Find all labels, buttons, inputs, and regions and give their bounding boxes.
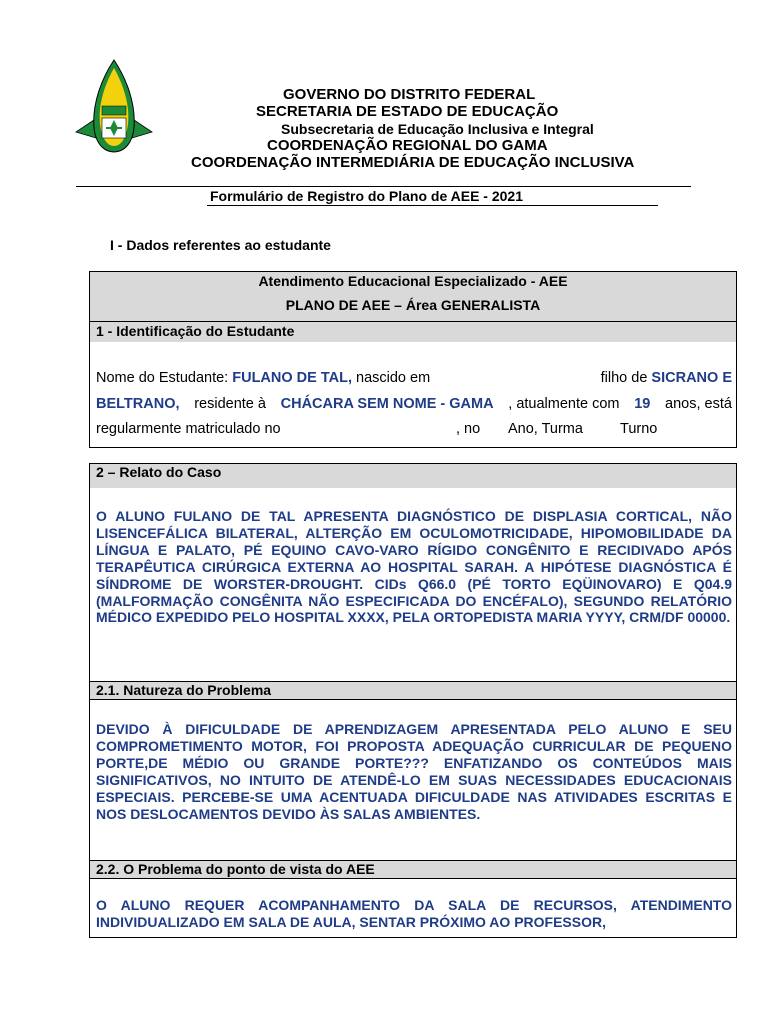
header-secretariat: SECRETARIA DE ESTADO DE EDUCAÇÃO — [256, 103, 559, 120]
section-2-2-label: 2.2. O Problema do ponto de vista do AEE — [90, 860, 736, 879]
header-rule-top — [76, 186, 691, 187]
student-name: FULANO DE TAL, — [232, 370, 352, 386]
form-title: Formulário de Registro do Plano de AEE - 2021 — [210, 188, 523, 204]
label-enrolled: regularmente matriculado no — [96, 421, 281, 437]
section-1-label: 1 - Identificação do Estudante — [90, 321, 736, 342]
student-age: 19 — [634, 395, 651, 412]
table-title-block — [90, 272, 736, 321]
table-title-plan: PLANO DE AEE – Área GENERALISTA — [285, 297, 541, 313]
case-report-text: O ALUNO FULANO DE TAL APRESENTA DIAGNÓSTICO DE DISPLASIA CORTICAL, NÃO LISENCEFÁLICA BILATERAL, ALTERÇÃO EM OCULOMOTRICIDADE, HIPOMOBILIDADE DA LÍNGUA E PALATO, PÉ EQUINO CAVO-VARO RÍGIDO CONGÊNITO E RECIDIVADO APÓS TERAPÊUTICA CIRÚRGICA EXTERNA AO HOSPITAL SARAH. A HIPÓTESE DIAGNÓSTICA É SÍNDROME DE WORSTER-DROUGHT. CIDs Q66.0 (PÉ TORTO EQÜINOVARO) E Q04.9 (MALFORMAÇÃO CONGÊNITA NÃO ESPECIFICADA DO ENCÉFALO), SEGUNDO RELATÓRIO MÉDICO EXPEDIDO PELO HOSPITAL XXXX, PELA ORTOPEDISTA MARIA YYYY, CRM/DF 00000. — [96, 508, 732, 626]
section-2-label: 2 – Relato do Caso — [90, 464, 736, 488]
header-subsecretariat: Subsecretaria de Educação Inclusiva e Integral — [281, 121, 594, 137]
problem-nature-text: DEVIDO À DIFICULDADE DE APRENDIZAGEM APRESENTADA PELO ALUNO E SEU COMPROMETIMENTO MOTOR, FOI PROPOSTA ADEQUAÇÃO CURRICULAR DE PEQUENO PORTE,DE MÉDIO OU GRANDE PORTE??? ENFATIZANDO OS CONTEÚDOS MAIS SIGNIFICATIVOS, NO INTUITO DE ATENDÊ-LO EM SUAS NECESSIDADES EDUCACIONAIS ESPECIAIS. PERCEBE-SE UMA ACENTUADA DIFICULDADE NAS ATIVIDADES ESCRITAS E NOS DESLOCAMENTOS DEVIDO ÀS SALAS AMBIENTES. — [96, 721, 732, 822]
ident-line-3 — [96, 417, 732, 442]
identification-paragraph — [96, 366, 732, 442]
section-2-1-label: 2.1. Natureza do Problema — [90, 681, 736, 700]
gdf-coat-of-arms-logo — [72, 58, 156, 154]
label-resident: residente à — [194, 395, 266, 412]
label-student-name: Nome do Estudante: — [96, 370, 233, 386]
parents-names-cont: BELTRANO, — [96, 395, 180, 412]
ident-line-1 — [96, 366, 732, 392]
aee-problem-text: O ALUNO REQUER ACOMPANHAMENTO DA SALA DE RECURSOS, ATENDIMENTO INDIVIDUALIZADO EM SALA DE AULA, SENTAR PRÓXIMO AO PROFESSOR, — [96, 897, 732, 930]
label-child-of: filho de — [600, 370, 652, 386]
label-born-on: nascido em — [351, 370, 431, 386]
label-years: anos, está — [665, 395, 732, 412]
parents-names: SICRANO E — [651, 370, 732, 386]
header-intermediate-coordination: COORDENAÇÃO INTERMEDIÁRIA DE EDUCAÇÃO INCLUSIVA — [191, 154, 635, 171]
table-title-aee: Atendimento Educacional Especializado - AEE — [258, 273, 568, 289]
ident-line-2 — [96, 392, 732, 418]
header-regional-coordination: COORDENAÇÃO REGIONAL DO GAMA — [267, 137, 548, 154]
label-shift: Turno — [620, 421, 658, 437]
label-in: , no — [456, 421, 481, 437]
label-currently: , atualmente com — [508, 395, 620, 412]
student-address: CHÁCARA SEM NOME - GAMA — [280, 395, 494, 412]
header-rule-bottom — [207, 205, 658, 206]
section-i-heading: I - Dados referentes ao estudante — [110, 237, 331, 253]
header-government: GOVERNO DO DISTRITO FEDERAL — [283, 86, 536, 103]
label-grade-class: Ano, Turma — [508, 421, 583, 437]
